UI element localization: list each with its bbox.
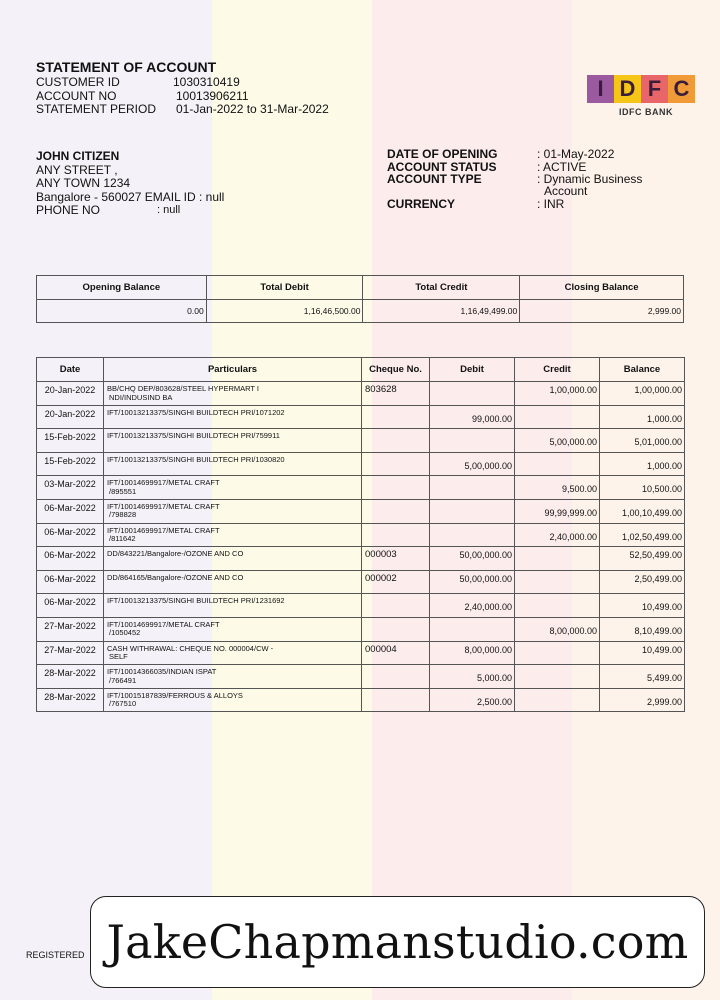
transaction-cheque-no bbox=[362, 405, 430, 429]
particulars-line-2: SELF bbox=[109, 652, 128, 662]
transaction-date: 20-Jan-2022 bbox=[37, 382, 104, 406]
transactions-table bbox=[36, 357, 685, 712]
transaction-balance: 1,02,50,499.00 bbox=[600, 523, 685, 547]
particulars-line-2: NDI/INDUSIND BA bbox=[109, 392, 173, 402]
transaction-debit: 50,00,000.00 bbox=[430, 547, 515, 571]
particulars-line-1: DD/843221/Bangalore-/OZONE AND CO bbox=[107, 549, 244, 559]
particulars-line-1: IFT/10013213375/SINGHI BUILDTECH PRI/1030820 bbox=[107, 454, 285, 464]
phone-label: PHONE NO bbox=[36, 203, 101, 217]
transaction-particulars bbox=[104, 570, 362, 594]
transaction-cheque-no: 000004 bbox=[362, 641, 430, 665]
transactions-header-row bbox=[37, 358, 685, 382]
transaction-cheque-no bbox=[362, 476, 430, 500]
transaction-balance: 10,500.00 bbox=[600, 476, 685, 500]
total-debit-value: 1,16,46,500.00 bbox=[206, 300, 363, 323]
transaction-credit bbox=[515, 570, 600, 594]
transaction-cheque-no bbox=[362, 429, 430, 453]
transaction-particulars bbox=[104, 617, 362, 641]
transaction-date: 20-Jan-2022 bbox=[37, 405, 104, 429]
transaction-particulars bbox=[104, 452, 362, 476]
transaction-debit: 50,00,000.00 bbox=[430, 570, 515, 594]
account-no-label: ACCOUNT NO bbox=[36, 88, 117, 103]
transaction-particulars bbox=[104, 499, 362, 523]
transaction-balance: 1,000.00 bbox=[600, 405, 685, 429]
transaction-cheque-no bbox=[362, 665, 430, 689]
transaction-balance: 10,499.00 bbox=[600, 641, 685, 665]
transaction-balance: 8,10,499.00 bbox=[600, 617, 685, 641]
transaction-cheque-no: 000002 bbox=[362, 570, 430, 594]
currency-value: : INR bbox=[537, 197, 565, 211]
statement-details bbox=[36, 76, 356, 118]
transaction-cheque-no bbox=[362, 523, 430, 547]
transaction-particulars bbox=[104, 476, 362, 500]
transaction-credit: 99,99,999.00 bbox=[515, 499, 600, 523]
opening-balance-header: Opening Balance bbox=[37, 276, 207, 300]
credit-header: Credit bbox=[515, 358, 600, 382]
opening-balance-value: 0.00 bbox=[37, 300, 207, 323]
transaction-credit: 5,00,000.00 bbox=[515, 429, 600, 453]
transaction-credit: 2,40,000.00 bbox=[515, 523, 600, 547]
idfc-bank-logo bbox=[587, 75, 695, 120]
transaction-particulars bbox=[104, 523, 362, 547]
transactions-body bbox=[37, 382, 685, 712]
transaction-debit bbox=[430, 429, 515, 453]
transaction-date: 06-Mar-2022 bbox=[37, 523, 104, 547]
cheque-no-header: Cheque No. bbox=[362, 358, 430, 382]
date-of-opening-label: DATE OF OPENING bbox=[387, 147, 498, 161]
transaction-credit bbox=[515, 452, 600, 476]
transaction-row bbox=[37, 523, 685, 547]
particulars-line-1: IFT/10014699917/METAL CRAFT bbox=[107, 619, 220, 629]
transaction-credit bbox=[515, 688, 600, 712]
date-of-opening-value: : 01-May-2022 bbox=[537, 147, 615, 161]
transaction-debit bbox=[430, 523, 515, 547]
total-credit-header: Total Credit bbox=[363, 276, 520, 300]
transaction-credit: 8,00,000.00 bbox=[515, 617, 600, 641]
transaction-credit: 9,500.00 bbox=[515, 476, 600, 500]
transaction-row bbox=[37, 499, 685, 523]
account-type-value: : Dynamic Business bbox=[537, 172, 643, 186]
customer-id-value: 1030310419 bbox=[173, 75, 240, 89]
closing-balance-header: Closing Balance bbox=[520, 276, 684, 300]
transaction-debit: 8,00,000.00 bbox=[430, 641, 515, 665]
transaction-debit bbox=[430, 476, 515, 500]
transaction-date: 06-Mar-2022 bbox=[37, 547, 104, 571]
particulars-line-1: IFT/10014699917/METAL CRAFT bbox=[107, 501, 220, 511]
transaction-row bbox=[37, 382, 685, 406]
transaction-date: 28-Mar-2022 bbox=[37, 688, 104, 712]
logo-letter-block: C bbox=[668, 75, 695, 103]
registered-label: REGISTERED bbox=[26, 950, 85, 960]
transaction-date: 03-Mar-2022 bbox=[37, 476, 104, 500]
transaction-particulars bbox=[104, 429, 362, 453]
account-type-value-cont: Account bbox=[544, 184, 588, 198]
particulars-line-2: /811642 bbox=[109, 534, 136, 544]
logo-blocks bbox=[587, 75, 695, 103]
transaction-credit: 1,00,000.00 bbox=[515, 382, 600, 406]
particulars-line-2: /1050452 bbox=[109, 628, 141, 638]
transaction-cheque-no bbox=[362, 594, 430, 618]
particulars-line-1: IFT/10015187839/FERROUS & ALLOYS bbox=[107, 690, 243, 700]
summary-header-row bbox=[37, 276, 684, 300]
transaction-debit bbox=[430, 499, 515, 523]
account-status-label: ACCOUNT STATUS bbox=[387, 159, 497, 174]
account-no-value: 10013906211 bbox=[176, 88, 249, 103]
transaction-date: 28-Mar-2022 bbox=[37, 665, 104, 689]
transaction-particulars bbox=[104, 594, 362, 618]
address-line-1: ANY STREET , bbox=[36, 162, 118, 177]
transaction-cheque-no: 000003 bbox=[362, 547, 430, 571]
logo-letter-block: F bbox=[641, 75, 668, 103]
transaction-row bbox=[37, 547, 685, 571]
particulars-line-1: IFT/10014699917/METAL CRAFT bbox=[107, 525, 220, 535]
transaction-cheque-no: 803628 bbox=[362, 382, 430, 406]
transaction-balance: 52,50,499.00 bbox=[600, 547, 685, 571]
transaction-date: 15-Feb-2022 bbox=[37, 429, 104, 453]
particulars-line-1: IFT/10013213375/SINGHI BUILDTECH PRI/1071202 bbox=[107, 407, 285, 417]
particulars-line-1: IFT/10014366035/INDIAN ISPAT bbox=[107, 667, 217, 677]
statement-period-value: 01-Jan-2022 to 31-Mar-2022 bbox=[176, 102, 329, 116]
transaction-row bbox=[37, 641, 685, 665]
transaction-date: 06-Mar-2022 bbox=[37, 570, 104, 594]
transaction-cheque-no bbox=[362, 499, 430, 523]
particulars-line-1: DD/864165/Bangalore-/OZONE AND CO bbox=[107, 572, 244, 582]
currency-label: CURRENCY bbox=[387, 197, 456, 211]
transaction-particulars bbox=[104, 665, 362, 689]
transaction-debit: 2,500.00 bbox=[430, 688, 515, 712]
transaction-date: 06-Mar-2022 bbox=[37, 594, 104, 618]
transaction-row bbox=[37, 617, 685, 641]
particulars-line-1: IFT/10013213375/SINGHI BUILDTECH PRI/1231692 bbox=[107, 596, 285, 606]
transaction-balance: 2,999.00 bbox=[600, 688, 685, 712]
transaction-credit bbox=[515, 641, 600, 665]
transaction-credit bbox=[515, 594, 600, 618]
transaction-date: 15-Feb-2022 bbox=[37, 452, 104, 476]
transaction-balance: 5,499.00 bbox=[600, 665, 685, 689]
transaction-balance: 10,499.00 bbox=[600, 594, 685, 618]
balance-header: Balance bbox=[600, 358, 685, 382]
particulars-line-2: /895551 bbox=[109, 486, 137, 496]
transaction-cheque-no bbox=[362, 688, 430, 712]
transaction-particulars bbox=[104, 382, 362, 406]
transaction-row bbox=[37, 405, 685, 429]
transaction-debit: 99,000.00 bbox=[430, 405, 515, 429]
phone-value: : null bbox=[157, 204, 181, 216]
transaction-cheque-no bbox=[362, 617, 430, 641]
balance-summary-table bbox=[36, 275, 684, 323]
summary-value-row bbox=[37, 300, 684, 323]
logo-letter-block: I bbox=[587, 75, 614, 103]
transaction-date: 27-Mar-2022 bbox=[37, 617, 104, 641]
transaction-date: 27-Mar-2022 bbox=[37, 641, 104, 665]
transaction-row bbox=[37, 476, 685, 500]
statement-title: STATEMENT OF ACCOUNT bbox=[36, 59, 217, 75]
debit-header: Debit bbox=[430, 358, 515, 382]
closing-balance-value: 2,999.00 bbox=[520, 300, 684, 323]
total-debit-header: Total Debit bbox=[206, 276, 363, 300]
particulars-header: Particulars bbox=[104, 358, 362, 382]
transaction-row bbox=[37, 570, 685, 594]
customer-name: JOHN CITIZEN bbox=[36, 149, 120, 163]
logo-letter-block: D bbox=[614, 75, 641, 103]
particulars-line-2: /766491 bbox=[109, 675, 137, 685]
address-line-3-text: Bangalore - 560027 EMAIL ID : null bbox=[36, 189, 225, 204]
particulars-line-1: IFT/10014699917/METAL CRAFT bbox=[107, 478, 220, 488]
transaction-balance: 1,00,000.00 bbox=[600, 382, 685, 406]
transaction-balance: 1,00,10,499.00 bbox=[600, 499, 685, 523]
date-header: Date bbox=[37, 358, 104, 382]
customer-address bbox=[36, 150, 276, 218]
transaction-particulars bbox=[104, 405, 362, 429]
transaction-credit bbox=[515, 665, 600, 689]
transaction-debit: 2,40,000.00 bbox=[430, 594, 515, 618]
transaction-debit: 5,00,000.00 bbox=[430, 452, 515, 476]
watermark-banner bbox=[90, 896, 705, 988]
account-type-label: ACCOUNT TYPE bbox=[387, 172, 482, 186]
transaction-balance: 2,50,499.00 bbox=[600, 570, 685, 594]
transaction-row bbox=[37, 665, 685, 689]
transaction-particulars bbox=[104, 641, 362, 665]
transaction-credit bbox=[515, 547, 600, 571]
transaction-particulars bbox=[104, 688, 362, 712]
particulars-line-1: CASH WITHRAWAL: CHEQUE NO. 000004/CW - bbox=[107, 643, 274, 653]
transaction-debit bbox=[430, 382, 515, 406]
account-info bbox=[387, 148, 687, 218]
transaction-row bbox=[37, 594, 685, 618]
address-line-3 bbox=[36, 191, 276, 205]
statement-period-label: STATEMENT PERIOD bbox=[36, 102, 157, 116]
transaction-date: 06-Mar-2022 bbox=[37, 499, 104, 523]
transaction-balance: 1,000.00 bbox=[600, 452, 685, 476]
particulars-line-2: /798828 bbox=[109, 510, 137, 520]
transaction-cheque-no bbox=[362, 452, 430, 476]
particulars-line-1: BB/CHQ DEP/803628/STEEL HYPERMART I bbox=[107, 384, 260, 393]
transaction-debit bbox=[430, 617, 515, 641]
watermark-text: JakeChapmanstudio.com bbox=[106, 915, 689, 969]
account-status-value: : ACTIVE bbox=[537, 159, 587, 174]
transaction-row bbox=[37, 688, 685, 712]
customer-id-label: CUSTOMER ID bbox=[36, 75, 120, 89]
transaction-debit: 5,000.00 bbox=[430, 665, 515, 689]
phone-row bbox=[36, 204, 276, 218]
particulars-line-1: IFT/10013213375/SINGHI BUILDTECH PRI/759911 bbox=[107, 431, 280, 441]
transaction-credit bbox=[515, 405, 600, 429]
total-credit-value: 1,16,49,499.00 bbox=[363, 300, 520, 323]
transaction-balance: 5,01,000.00 bbox=[600, 429, 685, 453]
address-line-2: ANY TOWN 1234 bbox=[36, 176, 131, 190]
transaction-row bbox=[37, 452, 685, 476]
transaction-particulars bbox=[104, 547, 362, 571]
particulars-line-2: /767510 bbox=[109, 699, 137, 709]
transaction-row bbox=[37, 429, 685, 453]
logo-caption: IDFC BANK bbox=[619, 107, 673, 117]
